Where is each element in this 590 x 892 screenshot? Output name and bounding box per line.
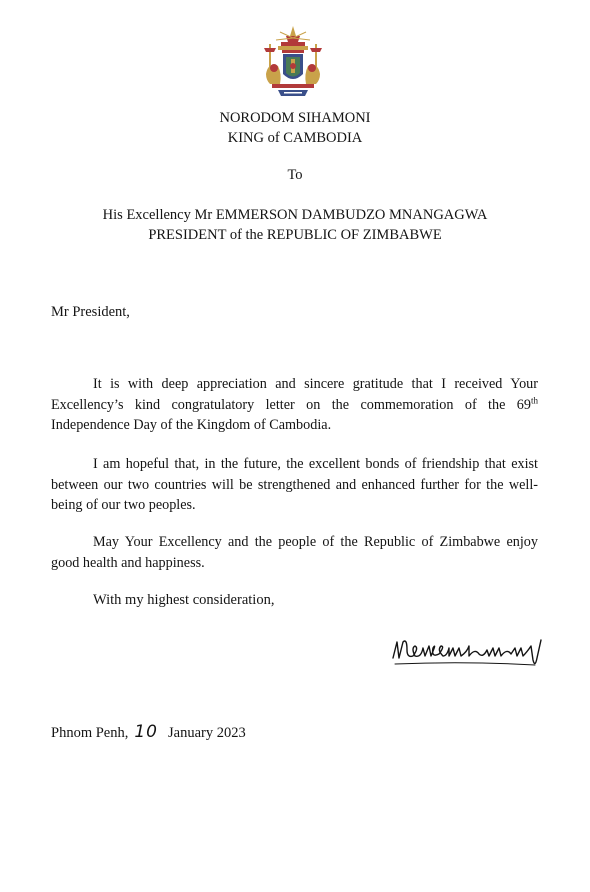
paragraph-1-text-a: It is with deep appreciation and sincere gratitude that I received Your Excellency’s kind congratulatory letter on the commemoration of the 69 — [51, 376, 538, 413]
date-month-year: January 2023 — [167, 725, 246, 741]
paragraph-1-text-b: Independence Day of the Kingdom of Cambodia. — [51, 417, 332, 433]
place-date-line — [51, 722, 246, 743]
sender-title: KING of CAMBODIA — [227, 130, 363, 146]
salutation: Mr President, — [51, 304, 130, 320]
royal-crest-icon — [258, 24, 328, 100]
paragraph-2-text: I am hopeful that, in the future, the excellent bonds of friendship that exist between our two countries will be strengthened and enhanced further for the well-being of our two peoples. — [51, 456, 538, 513]
closing-line: With my highest consideration, — [93, 592, 275, 608]
paragraph-1 — [51, 374, 538, 436]
recipient-title: PRESIDENT of the REPUBLIC OF ZIMBABWE — [148, 227, 442, 243]
paragraph-3 — [51, 532, 538, 573]
sender-name: NORODOM SIHAMONI — [219, 110, 371, 126]
paragraph-2 — [51, 454, 538, 516]
date-day: 10 — [134, 722, 158, 742]
to-label: To — [287, 167, 303, 183]
paragraph-3-text: May Your Excellency and the people of the Republic of Zimbabwe enjoy good health and happiness. — [51, 534, 538, 571]
recipient-name: His Excellency Mr EMMERSON DAMBUDZO MNANGAGWA — [102, 207, 488, 223]
signature-icon — [385, 628, 550, 678]
place: Phnom Penh, — [51, 725, 129, 741]
ordinal-suffix: th — [530, 394, 538, 405]
